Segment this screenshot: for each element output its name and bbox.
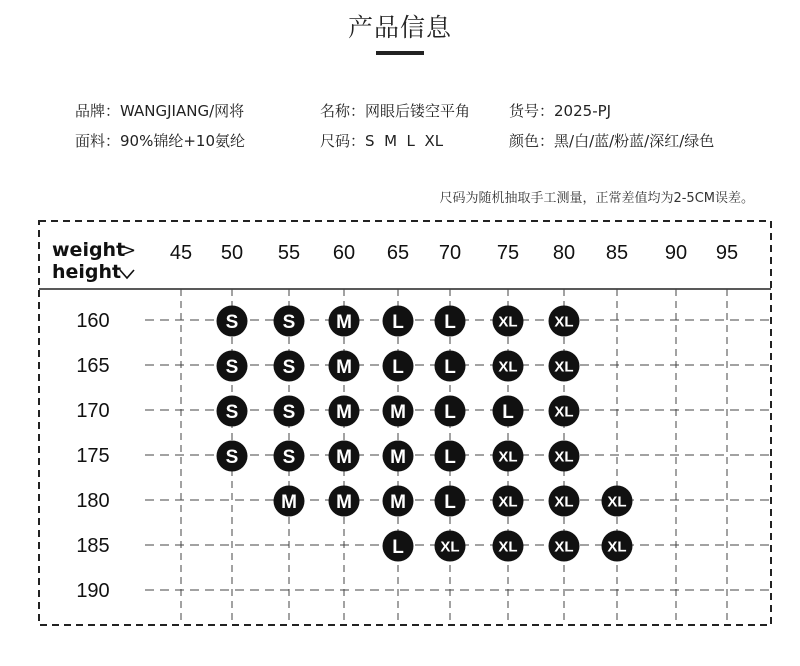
weight-label: 90 bbox=[664, 242, 688, 264]
size-badge-label: S bbox=[225, 311, 239, 333]
name-value: 网眼后镂空平角 bbox=[365, 102, 471, 120]
size-badge bbox=[602, 486, 633, 517]
size-badge-label: M bbox=[336, 401, 352, 423]
size-badge-label: XL bbox=[554, 538, 574, 556]
size-badge bbox=[274, 441, 305, 472]
size-badge bbox=[383, 351, 414, 382]
size-badge bbox=[435, 306, 466, 337]
weight-label: 85 bbox=[605, 242, 629, 264]
size-badge-label: L bbox=[444, 401, 456, 423]
size-badge bbox=[493, 531, 524, 562]
size-badge bbox=[329, 396, 360, 427]
height-label: 175 bbox=[76, 445, 110, 467]
size-label: 尺码： bbox=[320, 132, 366, 150]
height-label: 160 bbox=[76, 310, 110, 332]
height-label: 190 bbox=[76, 580, 110, 602]
size-badge-label: S bbox=[225, 356, 239, 378]
weight-label: 50 bbox=[220, 242, 244, 264]
height-label: 170 bbox=[76, 400, 110, 422]
size-badge bbox=[329, 441, 360, 472]
size-value: S M L XL bbox=[365, 132, 444, 150]
size-badge-label: L bbox=[502, 401, 514, 423]
size-badge bbox=[383, 306, 414, 337]
size-badge-label: XL bbox=[554, 313, 574, 331]
size-badge bbox=[435, 396, 466, 427]
chevron-down-icon bbox=[120, 270, 134, 278]
size-badge bbox=[217, 396, 248, 427]
size-badge bbox=[549, 531, 580, 562]
size-badge bbox=[274, 306, 305, 337]
weight-label: 80 bbox=[552, 242, 576, 264]
size-badge-label: XL bbox=[554, 448, 574, 466]
weight-label: 95 bbox=[715, 242, 739, 264]
size-badge bbox=[493, 351, 524, 382]
item-label: 货号： bbox=[509, 102, 555, 120]
size-badge bbox=[217, 306, 248, 337]
size-badge-label: XL bbox=[554, 493, 574, 511]
size-badge-label: M bbox=[336, 356, 352, 378]
weight-axis bbox=[170, 242, 738, 264]
size-badge bbox=[435, 531, 466, 562]
size-badge bbox=[435, 441, 466, 472]
size-badge bbox=[493, 441, 524, 472]
name-label: 名称： bbox=[320, 102, 366, 120]
size-badge-label: L bbox=[392, 311, 404, 333]
weight-label: 60 bbox=[332, 242, 356, 264]
size-badge bbox=[435, 351, 466, 382]
size-badge bbox=[549, 486, 580, 517]
size-badge-label: S bbox=[225, 446, 239, 468]
weight-label: 45 bbox=[169, 242, 193, 264]
size-badge-label: XL bbox=[498, 538, 518, 556]
size-badge-label: S bbox=[282, 446, 296, 468]
size-badge-label: M bbox=[336, 491, 352, 513]
size-badge-label: M bbox=[390, 491, 406, 513]
size-badge bbox=[549, 441, 580, 472]
size-badge bbox=[329, 306, 360, 337]
size-badge-label: XL bbox=[554, 403, 574, 421]
size-badge bbox=[217, 441, 248, 472]
size-badge bbox=[383, 531, 414, 562]
size-badge bbox=[493, 396, 524, 427]
size-badge bbox=[274, 351, 305, 382]
color-label: 颜色： bbox=[509, 132, 555, 150]
size-badge-label: S bbox=[282, 311, 296, 333]
size-badge bbox=[274, 486, 305, 517]
weight-label: 55 bbox=[277, 242, 301, 264]
size-badge-label: L bbox=[444, 491, 456, 513]
header-height: height bbox=[52, 261, 122, 283]
size-badge bbox=[549, 351, 580, 382]
size-badge bbox=[602, 531, 633, 562]
size-badge bbox=[549, 306, 580, 337]
size-badge-label: S bbox=[282, 401, 296, 423]
size-badge-label: M bbox=[336, 446, 352, 468]
color-value: 黑/白/蓝/粉蓝/深红/绿色 bbox=[554, 132, 715, 150]
measurement-note: 尺码为随机抽取手工测量，正常差值均为2-5CM误差。 bbox=[439, 191, 754, 206]
brand-label: 品牌： bbox=[75, 102, 121, 120]
size-badge bbox=[383, 486, 414, 517]
size-badges bbox=[217, 306, 633, 562]
size-badge bbox=[329, 486, 360, 517]
size-badge-label: M bbox=[336, 311, 352, 333]
height-label: 165 bbox=[76, 355, 110, 377]
size-badge bbox=[329, 351, 360, 382]
fabric-label: 面料： bbox=[75, 132, 121, 150]
size-badge-label: XL bbox=[554, 358, 574, 376]
size-badge-label: M bbox=[281, 491, 297, 513]
size-badge-label: XL bbox=[498, 358, 518, 376]
size-badge-label: S bbox=[225, 401, 239, 423]
size-badge bbox=[493, 486, 524, 517]
size-badge-label: L bbox=[444, 446, 456, 468]
size-badge bbox=[549, 396, 580, 427]
page-title: 产品信息 bbox=[347, 13, 452, 42]
size-badge-label: M bbox=[390, 446, 406, 468]
size-badge-label: S bbox=[282, 356, 296, 378]
size-badge-label: L bbox=[444, 311, 456, 333]
size-badge-label: XL bbox=[498, 493, 518, 511]
header-weight: weight bbox=[52, 239, 126, 261]
item-value: 2025-PJ bbox=[554, 102, 612, 120]
weight-label: 70 bbox=[438, 242, 462, 264]
size-badge-label: L bbox=[444, 356, 456, 378]
fabric-value: 90%锦纶+10氨纶 bbox=[120, 132, 246, 150]
height-label: 180 bbox=[76, 490, 110, 512]
weight-label: 65 bbox=[386, 242, 410, 264]
size-badge bbox=[217, 351, 248, 382]
size-badge-label: XL bbox=[440, 538, 460, 556]
brand-value: WANGJIANG/网将 bbox=[120, 102, 245, 120]
weight-label: 75 bbox=[496, 242, 520, 264]
chevron-right-icon: > bbox=[121, 240, 137, 261]
size-badge-label: L bbox=[392, 356, 404, 378]
size-badge-label: XL bbox=[607, 538, 627, 556]
size-badge bbox=[274, 396, 305, 427]
size-badge-label: XL bbox=[498, 448, 518, 466]
size-badge-label: XL bbox=[607, 493, 627, 511]
size-badge-label: M bbox=[390, 401, 406, 423]
height-axis bbox=[76, 310, 109, 602]
size-badge bbox=[435, 486, 466, 517]
size-badge-label: L bbox=[392, 536, 404, 558]
size-badge bbox=[493, 306, 524, 337]
size-badge bbox=[383, 441, 414, 472]
size-badge bbox=[383, 396, 414, 427]
size-badge-label: XL bbox=[498, 313, 518, 331]
height-label: 185 bbox=[76, 535, 110, 557]
